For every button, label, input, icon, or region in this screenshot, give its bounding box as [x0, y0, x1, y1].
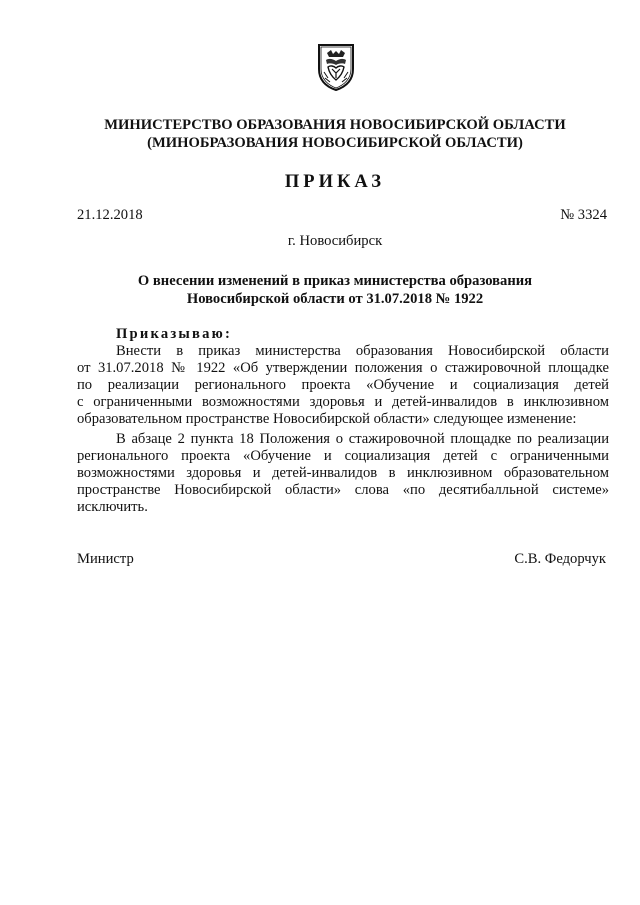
subject-line-2: Новосибирской области от 31.07.2018 № 1922 — [186, 291, 484, 307]
signatory-name: С.В. Федорчук — [514, 551, 606, 567]
coat-of-arms-icon — [315, 42, 357, 92]
paragraph-2-line: исключить. — [77, 499, 148, 515]
paragraph-1-line: по реализации регионального проекта «Обучение и социализация детей — [77, 377, 609, 393]
paragraph-2-line: В абзаце 2 пункта 18 Положения о стажировочной площадке по реализации — [116, 431, 609, 447]
order-word: Приказываю: — [116, 326, 233, 342]
paragraph-2-line: возможностями здоровья и детей-инвалидов в инклюзивном образовательном — [77, 465, 609, 481]
signatory-title: Министр — [77, 551, 134, 567]
document-number: № 3324 — [560, 207, 607, 223]
ministry-name: МИНИСТЕРСТВО ОБРАЗОВАНИЯ НОВОСИБИРСКОЙ ОБЛАСТИ — [104, 117, 566, 133]
paragraph-2-line: пространстве Новосибирской области» слова «по десятибалльной системе» — [77, 482, 609, 498]
ministry-short-name: (МИНОБРАЗОВАНИЯ НОВОСИБИРСКОЙ ОБЛАСТИ) — [147, 135, 523, 151]
paragraph-2-line: регионального проекта «Обучение и социализация детей с ограниченными — [77, 448, 609, 464]
subject-line-1: О внесении изменений в приказ министерства образования — [137, 273, 533, 289]
paragraph-1-line: Внести в приказ министерства образования Новосибирской области — [116, 343, 609, 359]
paragraph-1-line: образовательном пространстве Новосибирской области» следующее изменение: — [77, 411, 577, 427]
paragraph-1-line: от 31.07.2018 № 1922 «Об утверждении положения о стажировочной площадке — [77, 360, 609, 376]
document-type-title: ПРИКАЗ — [284, 172, 386, 192]
paragraph-1-line: с ограниченными возможностями здоровья и детей-инвалидов в инклюзивном — [77, 394, 609, 410]
document-date: 21.12.2018 — [77, 207, 143, 223]
document-city: г. Новосибирск — [287, 233, 383, 249]
